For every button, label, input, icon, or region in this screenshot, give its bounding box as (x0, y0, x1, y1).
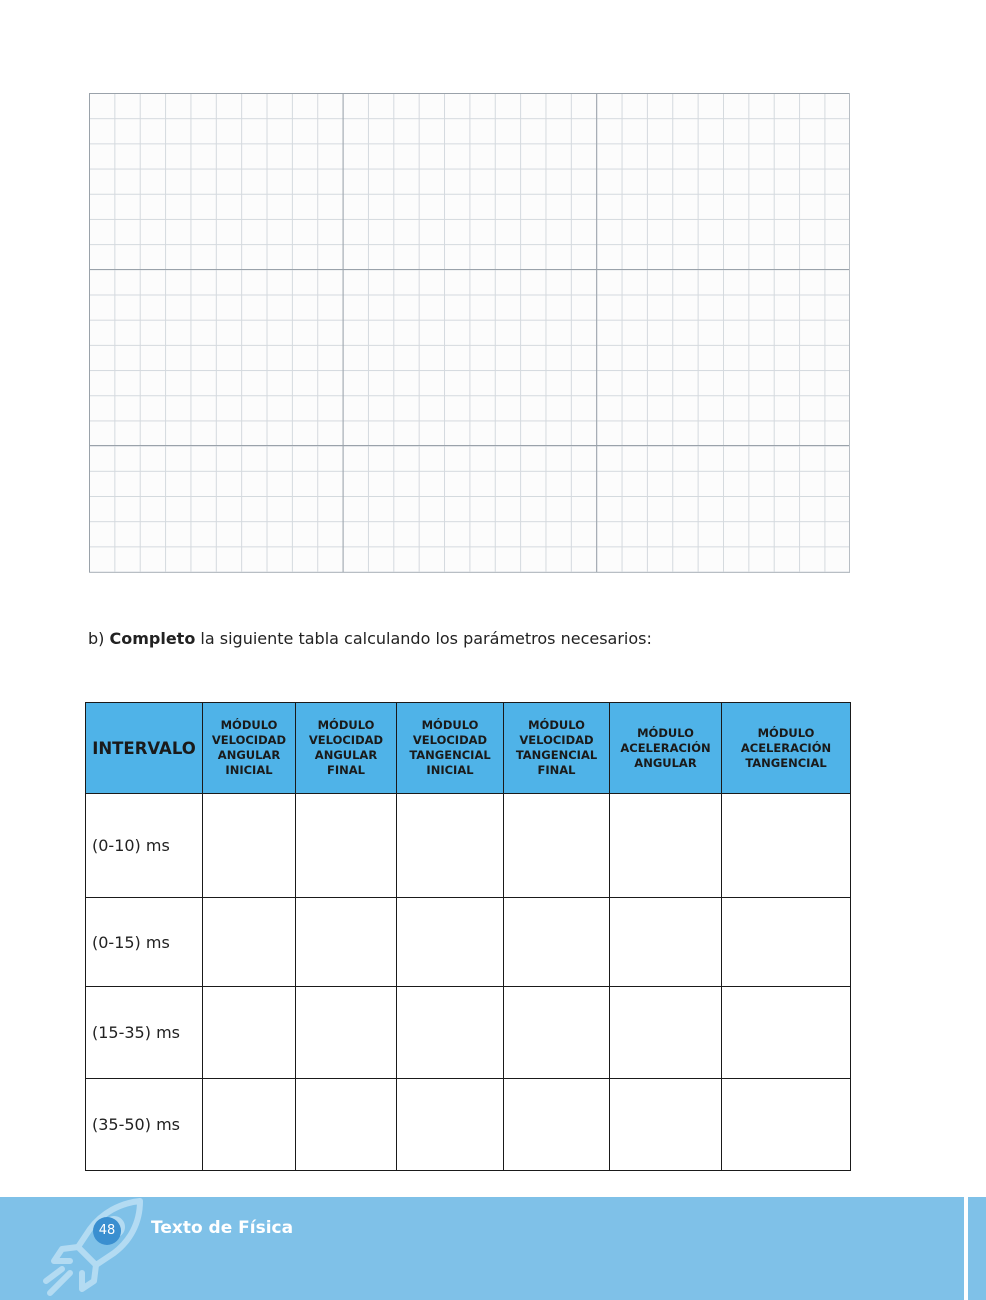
blank-cell[interactable] (203, 1079, 296, 1171)
interval-cell: (0-10) ms (86, 794, 203, 898)
interval-cell: (35-50) ms (86, 1079, 203, 1171)
header-vel-tangencial-final: MÓDULO VELOCIDAD TANGENCIAL FINAL (504, 703, 610, 794)
blank-cell[interactable] (610, 898, 722, 987)
header-intervalo: INTERVALO (86, 703, 203, 794)
graph-paper-grid (89, 93, 850, 573)
blank-cell[interactable] (610, 987, 722, 1079)
blank-cell[interactable] (397, 987, 504, 1079)
blank-cell[interactable] (296, 1079, 397, 1171)
blank-cell[interactable] (296, 794, 397, 898)
interval-cell: (0-15) ms (86, 898, 203, 987)
blank-cell[interactable] (722, 898, 851, 987)
blank-cell[interactable] (722, 794, 851, 898)
blank-cell[interactable] (610, 1079, 722, 1171)
page-footer (0, 1197, 986, 1300)
blank-cell[interactable] (203, 794, 296, 898)
page-number: 48 (93, 1217, 121, 1245)
blank-cell[interactable] (203, 898, 296, 987)
interval-cell: (15-35) ms (86, 987, 203, 1079)
header-acel-tangencial: MÓDULO ACELERACIÓN TANGENCIAL (722, 703, 851, 794)
blank-cell[interactable] (504, 1079, 610, 1171)
book-title: Texto de Física (151, 1218, 294, 1238)
blank-cell[interactable] (203, 987, 296, 1079)
blank-cell[interactable] (397, 898, 504, 987)
blank-cell[interactable] (722, 987, 851, 1079)
parameters-table (85, 702, 851, 1171)
blank-cell[interactable] (722, 1079, 851, 1171)
blank-cell[interactable] (397, 1079, 504, 1171)
blank-cell[interactable] (610, 794, 722, 898)
table-row (86, 898, 851, 987)
header-vel-angular-inicial: MÓDULO VELOCIDAD ANGULAR INICIAL (203, 703, 296, 794)
blank-cell[interactable] (296, 898, 397, 987)
blank-cell[interactable] (397, 794, 504, 898)
table-row (86, 1079, 851, 1171)
blank-cell[interactable] (296, 987, 397, 1079)
table-row (86, 794, 851, 898)
blank-cell[interactable] (504, 794, 610, 898)
header-vel-tangencial-inicial: MÓDULO VELOCIDAD TANGENCIAL INICIAL (397, 703, 504, 794)
instruction-bold: Completo (109, 629, 196, 648)
header-acel-angular: MÓDULO ACELERACIÓN ANGULAR (610, 703, 722, 794)
instruction-text: b) Completo la siguiente tabla calculando los parámetros necesarios: (88, 629, 652, 648)
header-vel-angular-final: MÓDULO VELOCIDAD ANGULAR FINAL (296, 703, 397, 794)
table-row (86, 987, 851, 1079)
footer-edge-stripe (964, 1197, 986, 1300)
blank-cell[interactable] (504, 987, 610, 1079)
blank-cell[interactable] (504, 898, 610, 987)
table-header-row (86, 703, 851, 794)
rocket-icon (40, 1197, 150, 1300)
